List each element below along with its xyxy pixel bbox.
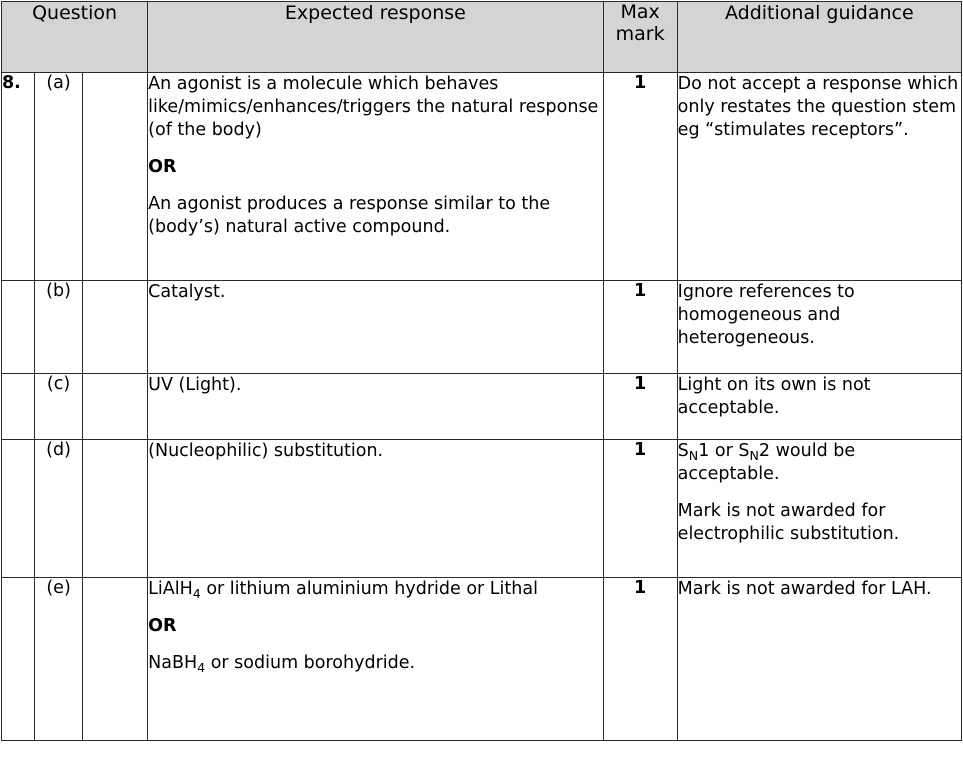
question-subpart [83, 281, 148, 374]
table-row [2, 578, 962, 741]
table-row [2, 374, 962, 440]
additional-guidance [677, 281, 961, 374]
guidance-line: eg “stimulates receptors”. [677, 120, 909, 141]
response-line: Catalyst. [148, 282, 226, 302]
response-line: UV (Light). [148, 375, 242, 395]
column-header-question: Question [2, 2, 148, 73]
table-body [2, 73, 962, 741]
question-subpart [83, 73, 148, 281]
max-mark-value: 1 [603, 281, 677, 374]
max-mark-value: 1 [603, 374, 677, 440]
question-part: (b) [35, 281, 83, 374]
marking-scheme-table [1, 1, 962, 741]
response-line: OR [148, 157, 177, 178]
expected-response [148, 374, 603, 440]
additional-guidance [677, 578, 961, 741]
guidance-line: Mark is not awarded for LAH. [677, 579, 932, 599]
response-line: LiAlH$_4$ or lithium aluminium hydride or Lithal [148, 579, 538, 601]
question-number: 8. [2, 73, 35, 281]
expected-response [148, 440, 603, 578]
column-header-additional-guidance: Additional guidance [677, 2, 961, 73]
question-number [2, 440, 35, 578]
max-mark-line1: Max [620, 1, 660, 23]
table-row [2, 440, 962, 578]
guidance-line: $S_N1$ or $S_N2$ would be acceptable. [677, 441, 856, 485]
question-subpart [83, 374, 148, 440]
question-number [2, 281, 35, 374]
table-row [2, 73, 962, 281]
response-line: OR [148, 616, 177, 637]
additional-guidance [677, 374, 961, 440]
max-mark-value: 1 [603, 73, 677, 281]
guidance-line: Ignore references to homogeneous and heterogeneous. [677, 282, 855, 349]
column-header-max-mark [603, 2, 677, 73]
guidance-line: Mark is not awarded for electrophilic substitution. [677, 501, 900, 545]
response-line: (Nucleophilic) substitution. [148, 441, 384, 461]
expected-response [148, 578, 603, 741]
column-header-expected-response: Expected response [148, 2, 603, 73]
marking-scheme-page [0, 1, 963, 767]
table-header [2, 2, 962, 73]
guidance-line: Do not accept a response which only restates the question stem [677, 74, 959, 118]
additional-guidance [677, 440, 961, 578]
response-line: NaBH$_4$ or sodium borohydride. [148, 653, 416, 675]
question-part: (e) [35, 578, 83, 741]
max-mark-line2: mark [615, 22, 665, 45]
expected-response [148, 281, 603, 374]
table-row [2, 281, 962, 374]
guidance-line: Light on its own is not acceptable. [677, 375, 871, 419]
max-mark-value: 1 [603, 578, 677, 741]
question-part: (a) [35, 73, 83, 281]
question-subpart [83, 578, 148, 741]
question-subpart [83, 440, 148, 578]
response-line: An agonist produces a response similar to the (body’s) natural active compound. [148, 194, 551, 238]
expected-response [148, 73, 603, 281]
additional-guidance [677, 73, 961, 281]
response-line: An agonist is a molecule which behaves like/mimics/enhances/triggers the natural response (of the body) [148, 74, 599, 141]
question-number [2, 374, 35, 440]
max-mark-value: 1 [603, 440, 677, 578]
question-number [2, 578, 35, 741]
question-part: (c) [35, 374, 83, 440]
question-part: (d) [35, 440, 83, 578]
